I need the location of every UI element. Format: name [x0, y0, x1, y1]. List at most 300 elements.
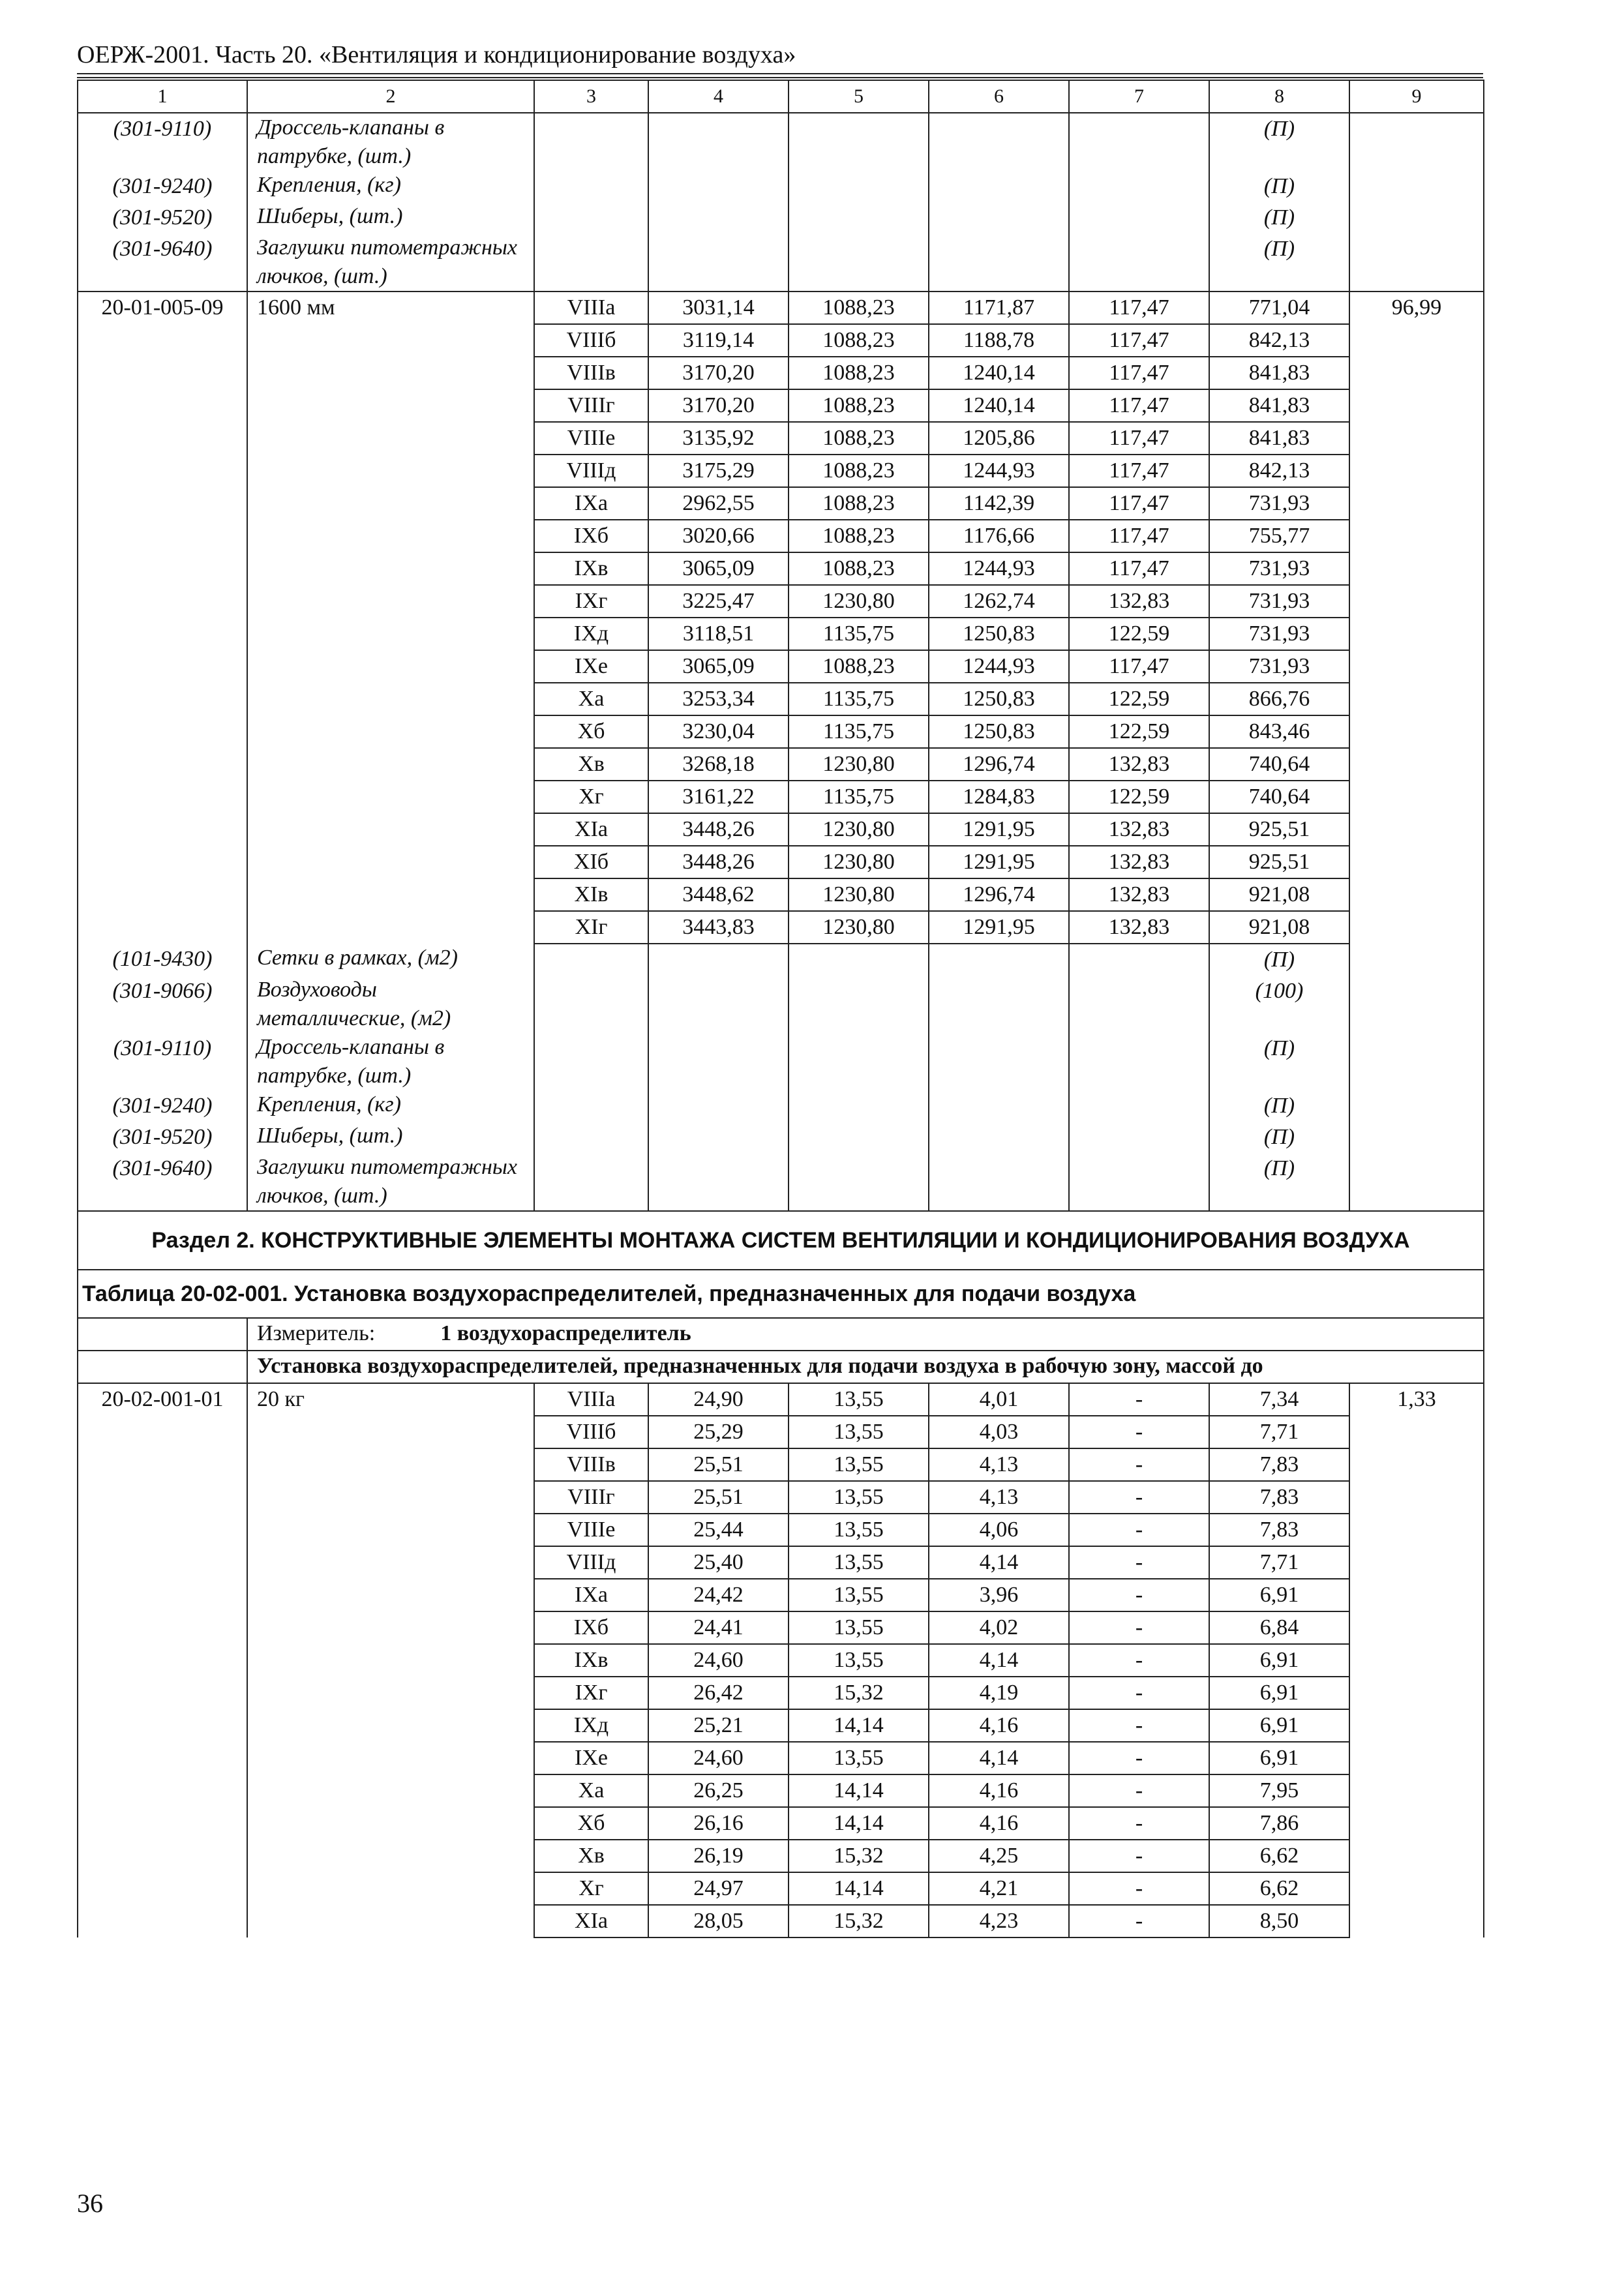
rate-value: 4,19 [929, 1677, 1069, 1709]
rate-code [78, 1840, 247, 1872]
rate-row [78, 715, 1484, 748]
empty-cell [534, 1153, 648, 1211]
resource-code: (301-9520) [78, 1122, 247, 1153]
rate-value: 841,83 [1209, 422, 1349, 455]
rate-value: 1244,93 [929, 552, 1069, 585]
rate-value: 842,13 [1209, 324, 1349, 357]
rate-value: 14,14 [789, 1807, 929, 1840]
rate-value: IXд [534, 1709, 648, 1742]
rate-row [78, 1611, 1484, 1644]
rate-value: 1291,95 [929, 846, 1069, 878]
rate-col9 [1349, 585, 1484, 618]
rate-value: 1296,74 [929, 748, 1069, 781]
rate-value: VIIIг [534, 1481, 648, 1514]
rate-name [247, 1840, 534, 1872]
rate-value: 1240,14 [929, 389, 1069, 422]
empty-cell [534, 202, 648, 233]
rate-value: 4,14 [929, 1742, 1069, 1774]
group-header-row [78, 1351, 1484, 1383]
rate-col9 [1349, 1644, 1484, 1677]
resource-code: (301-9110) [78, 113, 247, 171]
rate-value: 843,46 [1209, 715, 1349, 748]
rate-value: 6,62 [1209, 1840, 1349, 1872]
rate-value: 740,64 [1209, 781, 1349, 813]
resource-code: (301-9066) [78, 976, 247, 1033]
empty-cell [1069, 976, 1209, 1033]
resource-name: Шиберы, (шт.) [247, 1122, 534, 1153]
page-number: 36 [77, 2189, 103, 2218]
rate-value: 3020,66 [648, 520, 789, 552]
column-header: 1 [78, 80, 247, 113]
empty-cell [1349, 202, 1484, 233]
rate-value: 1262,74 [929, 585, 1069, 618]
empty-cell [78, 1351, 247, 1383]
rate-value: 1230,80 [789, 878, 929, 911]
empty-cell [929, 1090, 1069, 1122]
rate-value: 3,96 [929, 1579, 1069, 1611]
rate-row [78, 1448, 1484, 1481]
rate-value: - [1069, 1709, 1209, 1742]
rate-value: 25,40 [648, 1546, 789, 1579]
column-header: 7 [1069, 80, 1209, 113]
rate-value: - [1069, 1677, 1209, 1709]
rate-name [247, 520, 534, 552]
column-header: 5 [789, 80, 929, 113]
rate-value: - [1069, 1514, 1209, 1546]
rate-row [78, 552, 1484, 585]
rate-value: 117,47 [1069, 324, 1209, 357]
rate-value: IXа [534, 1579, 648, 1611]
rate-row [78, 1742, 1484, 1774]
rate-value: 14,14 [789, 1872, 929, 1905]
rate-row [78, 1677, 1484, 1709]
rate-value: 117,47 [1069, 520, 1209, 552]
empty-cell [789, 1122, 929, 1153]
column-header: 4 [648, 80, 789, 113]
resource-name: Воздуховоды металлические, (м2) [247, 976, 534, 1033]
section-title-row [78, 1211, 1484, 1270]
rate-value: 740,64 [1209, 748, 1349, 781]
rate-code [78, 357, 247, 389]
rate-col9 [1349, 1546, 1484, 1579]
empty-cell [648, 113, 789, 171]
rate-code [78, 389, 247, 422]
rate-value: 13,55 [789, 1416, 929, 1448]
rate-value: 13,55 [789, 1644, 929, 1677]
rate-code [78, 1416, 247, 1448]
rate-value: 841,83 [1209, 389, 1349, 422]
rate-value: 4,01 [929, 1383, 1069, 1416]
resource-code: (301-9520) [78, 202, 247, 233]
resource-value: (100) [1209, 976, 1349, 1033]
section-title: Раздел 2. КОНСТРУКТИВНЫЕ ЭЛЕМЕНТЫ МОНТАЖА СИСТЕМ ВЕНТИЛЯЦИИ И КОНДИЦИОНИРОВАНИЯ ВОЗДУХА [78, 1211, 1484, 1270]
rate-value: 1088,23 [789, 487, 929, 520]
rate-name [247, 1807, 534, 1840]
rate-name [247, 1611, 534, 1644]
rate-name: 20 кг [247, 1383, 534, 1416]
rate-code: 20-02-001-01 [78, 1383, 247, 1416]
rate-value: 132,83 [1069, 585, 1209, 618]
rate-value: VIIIе [534, 422, 648, 455]
rate-value: 1088,23 [789, 422, 929, 455]
rate-code [78, 1709, 247, 1742]
rate-value: VIIIд [534, 455, 648, 487]
rate-value: 117,47 [1069, 552, 1209, 585]
measure [247, 1318, 1484, 1351]
rate-name [247, 1514, 534, 1546]
rate-value: 26,42 [648, 1677, 789, 1709]
rate-row [78, 455, 1484, 487]
rate-value: 3225,47 [648, 585, 789, 618]
empty-cell [789, 233, 929, 292]
empty-cell [789, 202, 929, 233]
rate-value: 1230,80 [789, 911, 929, 944]
rate-value: Xв [534, 748, 648, 781]
rate-value: 1088,23 [789, 389, 929, 422]
rate-value: 117,47 [1069, 292, 1209, 324]
rate-value: 3118,51 [648, 618, 789, 650]
rate-name [247, 1677, 534, 1709]
column-header-row [78, 80, 1484, 113]
rate-code: 20-01-005-09 [78, 292, 247, 324]
rate-row [78, 911, 1484, 944]
empty-cell [648, 1090, 789, 1122]
rate-code [78, 1677, 247, 1709]
rate-value: 24,60 [648, 1644, 789, 1677]
rate-value: Xа [534, 1774, 648, 1807]
rate-name [247, 357, 534, 389]
empty-cell [929, 171, 1069, 202]
rate-name [247, 422, 534, 455]
resource-code: (301-9110) [78, 1033, 247, 1090]
rate-value: IXг [534, 585, 648, 618]
resource-code: (301-9640) [78, 233, 247, 292]
rate-value: 1284,83 [929, 781, 1069, 813]
rate-col9 [1349, 846, 1484, 878]
rate-value: 3119,14 [648, 324, 789, 357]
rate-value: 4,25 [929, 1840, 1069, 1872]
resource-row [78, 944, 1484, 976]
rate-value: 14,14 [789, 1774, 929, 1807]
rate-value: 6,84 [1209, 1611, 1349, 1644]
rate-value: 3175,29 [648, 455, 789, 487]
rate-value: 1291,95 [929, 911, 1069, 944]
rate-code [78, 487, 247, 520]
rate-value: 4,13 [929, 1481, 1069, 1514]
rate-value: 3161,22 [648, 781, 789, 813]
rate-value: 122,59 [1069, 781, 1209, 813]
rate-value: 28,05 [648, 1905, 789, 1937]
resource-name: Заглушки питометражных лючков, (шт.) [247, 233, 534, 292]
rate-value: 1135,75 [789, 715, 929, 748]
empty-cell [929, 944, 1069, 976]
rate-value: 1244,93 [929, 650, 1069, 683]
rate-name [247, 650, 534, 683]
empty-cell [1069, 113, 1209, 171]
empty-cell [1349, 976, 1484, 1033]
rate-value: VIIIа [534, 1383, 648, 1416]
rate-row [78, 585, 1484, 618]
rate-value: 3230,04 [648, 715, 789, 748]
empty-cell [789, 1153, 929, 1211]
rate-code [78, 422, 247, 455]
rate-value: 122,59 [1069, 715, 1209, 748]
rate-value: 1250,83 [929, 715, 1069, 748]
rate-value: 7,83 [1209, 1514, 1349, 1546]
rate-value: 2962,55 [648, 487, 789, 520]
empty-cell [534, 113, 648, 171]
rate-value: XIг [534, 911, 648, 944]
rate-value: 13,55 [789, 1514, 929, 1546]
rates-table [77, 80, 1484, 1938]
rate-value: - [1069, 1546, 1209, 1579]
rate-value: 24,41 [648, 1611, 789, 1644]
rate-row [78, 846, 1484, 878]
rate-value: Xг [534, 1872, 648, 1905]
empty-cell [1349, 113, 1484, 171]
rate-row [78, 324, 1484, 357]
resource-name: Дроссель-клапаны в патрубке, (шт.) [247, 1033, 534, 1090]
empty-cell [534, 233, 648, 292]
rate-row [78, 1546, 1484, 1579]
rate-value: 25,51 [648, 1481, 789, 1514]
resource-row [78, 1090, 1484, 1122]
resource-name: Дроссель-клапаны в патрубке, (шт.) [247, 113, 534, 171]
rate-value: 13,55 [789, 1742, 929, 1774]
rate-value: Xг [534, 781, 648, 813]
rate-value: VIIIг [534, 389, 648, 422]
rate-name [247, 878, 534, 911]
empty-cell [534, 1122, 648, 1153]
rate-value: - [1069, 1579, 1209, 1611]
resource-row [78, 1153, 1484, 1211]
rate-value: 15,32 [789, 1677, 929, 1709]
rate-row [78, 1807, 1484, 1840]
rate-value: 132,83 [1069, 813, 1209, 846]
rate-value: - [1069, 1774, 1209, 1807]
rate-value: 755,77 [1209, 520, 1349, 552]
rate-value: 1250,83 [929, 618, 1069, 650]
rate-value: 921,08 [1209, 911, 1349, 944]
rate-value: 1230,80 [789, 813, 929, 846]
resource-value: (П) [1209, 1090, 1349, 1122]
rate-row [78, 292, 1484, 324]
table-title: Таблица 20-02-001. Установка воздухораспределителей, предназначенных для подачи воздуха [78, 1270, 1484, 1318]
rate-value: IXв [534, 1644, 648, 1677]
column-header: 2 [247, 80, 534, 113]
rate-row [78, 650, 1484, 683]
rate-col9 [1349, 520, 1484, 552]
rate-value: - [1069, 1840, 1209, 1872]
rate-value: 4,06 [929, 1514, 1069, 1546]
rate-name [247, 683, 534, 715]
rate-col9 [1349, 1774, 1484, 1807]
rate-code [78, 781, 247, 813]
rate-value: 13,55 [789, 1546, 929, 1579]
rate-value: 13,55 [789, 1383, 929, 1416]
empty-cell [534, 171, 648, 202]
rate-value: 1240,14 [929, 357, 1069, 389]
rate-code [78, 650, 247, 683]
resource-name: Заглушки питометражных лючков, (шт.) [247, 1153, 534, 1211]
column-header: 8 [1209, 80, 1349, 113]
rate-row [78, 1709, 1484, 1742]
rate-name [247, 1742, 534, 1774]
rate-name [247, 1481, 534, 1514]
empty-cell [648, 976, 789, 1033]
measure-value: 1 воздухораспределитель [440, 1321, 691, 1345]
rate-value: 841,83 [1209, 357, 1349, 389]
rate-col9 [1349, 650, 1484, 683]
rate-code [78, 846, 247, 878]
rate-row [78, 520, 1484, 552]
rate-value: VIIIб [534, 324, 648, 357]
rate-value: 3448,26 [648, 813, 789, 846]
resource-value: (П) [1209, 1033, 1349, 1090]
rate-value: 1230,80 [789, 585, 929, 618]
rate-code [78, 618, 247, 650]
rate-value: 1088,23 [789, 357, 929, 389]
rate-row [78, 1514, 1484, 1546]
rate-row [78, 357, 1484, 389]
rate-value: 1250,83 [929, 683, 1069, 715]
empty-cell [534, 1033, 648, 1090]
rate-name [247, 455, 534, 487]
rate-code [78, 455, 247, 487]
rate-name [247, 1774, 534, 1807]
rate-code [78, 748, 247, 781]
empty-cell [1069, 171, 1209, 202]
rate-value: 1205,86 [929, 422, 1069, 455]
rate-name [247, 1644, 534, 1677]
rate-name [247, 748, 534, 781]
resource-value: (П) [1209, 202, 1349, 233]
rate-value: XIб [534, 846, 648, 878]
rate-code [78, 520, 247, 552]
rate-value: 117,47 [1069, 487, 1209, 520]
rate-name [247, 324, 534, 357]
resource-name: Шиберы, (шт.) [247, 202, 534, 233]
rate-value: IXе [534, 650, 648, 683]
rate-value: 731,93 [1209, 552, 1349, 585]
rate-value: 3170,20 [648, 357, 789, 389]
resource-value: (П) [1209, 113, 1349, 171]
rate-value: 1135,75 [789, 683, 929, 715]
rate-value: VIIIа [534, 292, 648, 324]
rate-value: 866,76 [1209, 683, 1349, 715]
rate-value: VIIIе [534, 1514, 648, 1546]
rate-col9 [1349, 1807, 1484, 1840]
rate-value: 6,91 [1209, 1677, 1349, 1709]
empty-cell [648, 944, 789, 976]
rate-value: IXб [534, 1611, 648, 1644]
empty-cell [1069, 1033, 1209, 1090]
rate-row [78, 389, 1484, 422]
rate-value: 26,16 [648, 1807, 789, 1840]
rate-col9 [1349, 1742, 1484, 1774]
rate-col9 [1349, 552, 1484, 585]
rate-code [78, 1481, 247, 1514]
empty-cell [1349, 233, 1484, 292]
rate-value: 3448,26 [648, 846, 789, 878]
empty-cell [534, 944, 648, 976]
rate-value: - [1069, 1644, 1209, 1677]
rate-row [78, 813, 1484, 846]
rate-value: 117,47 [1069, 357, 1209, 389]
empty-cell [648, 1033, 789, 1090]
rate-row [78, 878, 1484, 911]
rate-value: 1088,23 [789, 292, 929, 324]
rate-value: 771,04 [1209, 292, 1349, 324]
rate-value: 1176,66 [929, 520, 1069, 552]
rate-value: 731,93 [1209, 585, 1349, 618]
resource-row [78, 202, 1484, 233]
rate-value: VIIIв [534, 357, 648, 389]
empty-cell [78, 1318, 247, 1351]
resource-value: (П) [1209, 944, 1349, 976]
rate-value: VIIIд [534, 1546, 648, 1579]
rate-row [78, 781, 1484, 813]
rate-value: 14,14 [789, 1709, 929, 1742]
rate-value: 1244,93 [929, 455, 1069, 487]
rate-value: 3135,92 [648, 422, 789, 455]
rate-value: 24,42 [648, 1579, 789, 1611]
rate-value: 117,47 [1069, 650, 1209, 683]
rate-row [78, 1416, 1484, 1448]
rate-col9 [1349, 1872, 1484, 1905]
empty-cell [929, 1033, 1069, 1090]
rate-value: 3170,20 [648, 389, 789, 422]
rate-col9 [1349, 911, 1484, 944]
rate-value: 24,97 [648, 1872, 789, 1905]
rate-value: 132,83 [1069, 846, 1209, 878]
rate-value: 4,14 [929, 1644, 1069, 1677]
rate-row [78, 422, 1484, 455]
resource-code: (301-9240) [78, 171, 247, 202]
rate-value: 4,02 [929, 1611, 1069, 1644]
rate-value: 842,13 [1209, 455, 1349, 487]
rate-value: 1142,39 [929, 487, 1069, 520]
resource-code: (301-9240) [78, 1090, 247, 1122]
resource-value: (П) [1209, 1122, 1349, 1153]
rate-value: 7,86 [1209, 1807, 1349, 1840]
rate-value: IXг [534, 1677, 648, 1709]
rate-value: Xб [534, 715, 648, 748]
rate-value: - [1069, 1905, 1209, 1937]
resource-value: (П) [1209, 1153, 1349, 1211]
rate-code [78, 1872, 247, 1905]
rate-col9 [1349, 1840, 1484, 1872]
rate-value: IXб [534, 520, 648, 552]
rate-value: 7,71 [1209, 1546, 1349, 1579]
rate-value: 117,47 [1069, 389, 1209, 422]
rate-value: 1230,80 [789, 846, 929, 878]
rate-value: 25,29 [648, 1416, 789, 1448]
rate-name [247, 1546, 534, 1579]
empty-cell [1069, 944, 1209, 976]
rate-value: 13,55 [789, 1611, 929, 1644]
empty-cell [1069, 1090, 1209, 1122]
rate-row [78, 618, 1484, 650]
rate-name [247, 715, 534, 748]
rate-code [78, 813, 247, 846]
rate-value: 921,08 [1209, 878, 1349, 911]
rate-value: 4,14 [929, 1546, 1069, 1579]
rate-value: 6,91 [1209, 1644, 1349, 1677]
empty-cell [929, 1122, 1069, 1153]
rate-value: 7,83 [1209, 1448, 1349, 1481]
rate-value: 3268,18 [648, 748, 789, 781]
